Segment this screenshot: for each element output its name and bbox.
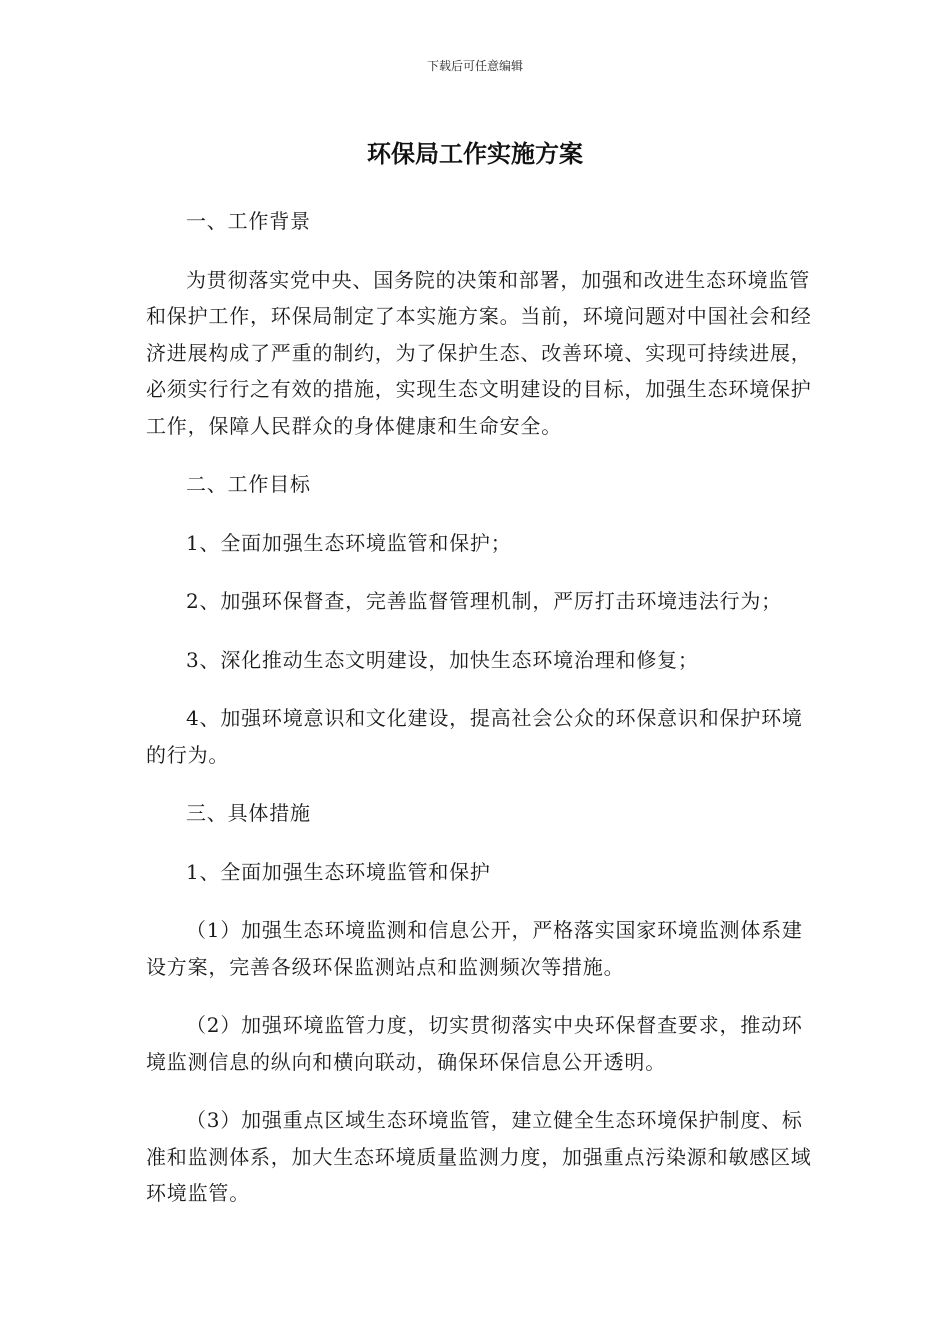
header-note: 下载后可任意编辑 xyxy=(426,59,523,73)
measure-item-1: （1）加强生态环境监测和信息公开，严格落实国家环境监测体系建设方案，完善各级环保监测站点和监测频次等措施。 xyxy=(146,918,803,979)
document-body xyxy=(146,203,816,1212)
measure-item-3: （3）加强重点区域生态环境监管，建立健全生态环境保护制度、标准和监测体系，加大生态环境质量监测力度，加强重点污染源和敏感区域环境监管。 xyxy=(146,1108,812,1205)
paragraph-background: 为贯彻落实党中央、国务院的决策和部署，加强和改进生态环境监管和保护工作，环保局制定了本实施方案。当前，环境问题对中国社会和经济进展构成了严重的制约，为了保护生态、改善环境、实现可持续进展，必须实行行之有效的措施，实现生态文明建设的目标，加强生态环境保护工作，保障人民群众的身体健康和生命安全。 xyxy=(146,267,812,438)
measure-heading-1: 1、全面加强生态环境监管和保护 xyxy=(186,859,491,884)
goal-item-2: 2、加强环保督查，完善监督管理机制，严厉打击环境违法行为； xyxy=(186,589,782,613)
section-heading-goals: 二、工作目标 xyxy=(186,472,311,496)
goal-item-1: 1、全面加强生态环境监管和保护； xyxy=(186,530,512,555)
measure-item-2: （2）加强环境监管力度，切实贯彻落实中央环保督查要求，推动环境监测信息的纵向和横向联动，确保环保信息公开透明。 xyxy=(146,1013,803,1074)
section-heading-measures: 三、具体措施 xyxy=(186,801,311,825)
section-heading-background: 一、工作背景 xyxy=(186,209,311,233)
goal-item-4: 4、加强环境意识和文化建设，提高社会公众的环保意识和保护环境的行为。 xyxy=(146,706,803,767)
document-title: 环保局工作实施方案 xyxy=(367,140,583,168)
goal-item-3: 3、深化推动生态文明建设，加快生态环境治理和修复； xyxy=(186,647,699,672)
